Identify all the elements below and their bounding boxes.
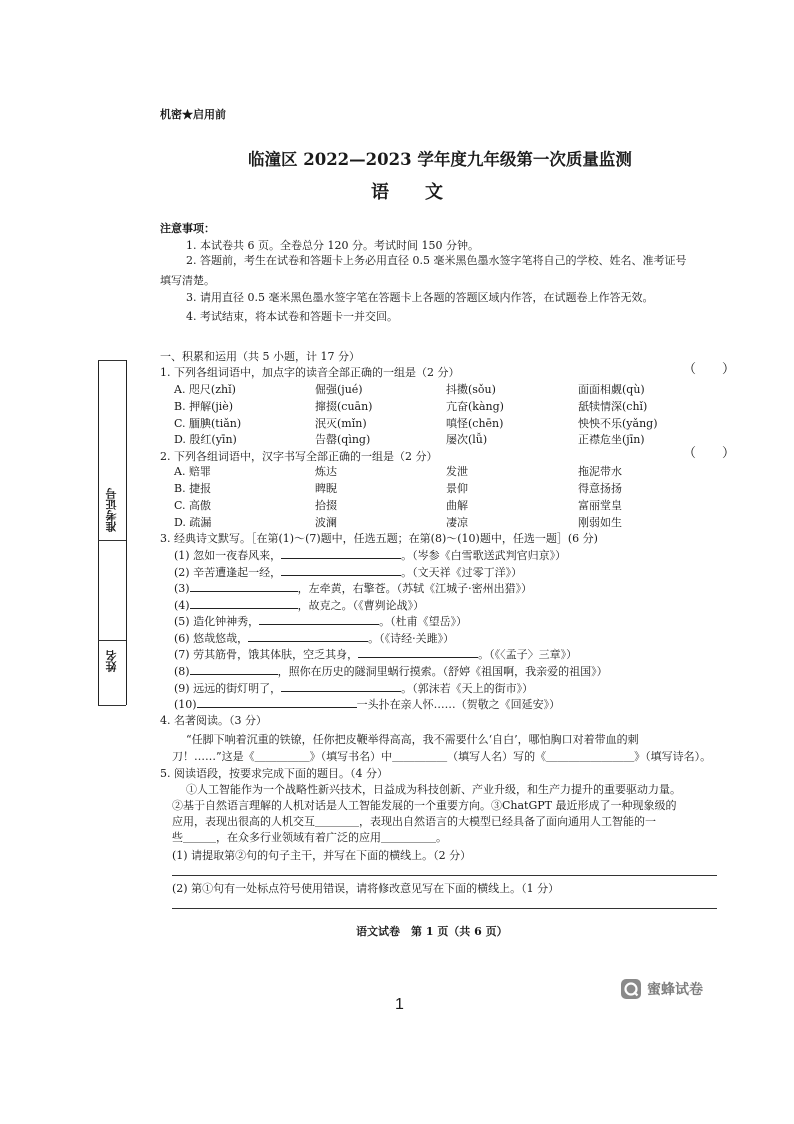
- recitation-line: [174, 697, 560, 711]
- line-prefix: (7) 劳其筋骨，饿其体肤，空乏其身，: [174, 648, 359, 661]
- recitation-line: [174, 647, 577, 661]
- line-suffix: ，左牵黄，右擎苍。（苏轼《江城子·密州出猎》）: [297, 582, 533, 595]
- recitation-line: [174, 631, 454, 645]
- line-suffix: ，故克之。（《曹刿论战》）: [297, 599, 425, 612]
- option-cell: 拾掇: [315, 499, 337, 512]
- option-cell: 撺掇(cuān): [315, 400, 373, 413]
- passage-line: 应用，表现出很高的人机交互＿＿＿＿，表现出自然语言的大模型已经具备了面向通用人工智能的一: [172, 815, 656, 828]
- answer-line[interactable]: [172, 908, 717, 909]
- name-label: 姓名: [105, 650, 118, 672]
- binding-line-left: [98, 360, 99, 705]
- sub-question: (2) 第①句有一处标点符号使用错误，请将修改意见写在下面的横线上。（1 分）: [172, 882, 560, 895]
- option-cell: 怏怏不乐(yǎng): [578, 417, 658, 430]
- notice-item: 2. 答题前，考生在试卷和答题卡上务必用直径 0.5 毫米黑色墨水签字笔将自己的学校、姓名、准考证号: [186, 254, 687, 267]
- answer-blank[interactable]: [248, 631, 368, 642]
- option-cell: D. 殷红(yīn): [174, 433, 237, 446]
- passage-line: 些＿＿＿，在众多行业领域有着广泛的应用＿＿＿＿＿。: [172, 831, 447, 844]
- line-suffix: 。（《诗经·关雎》）: [368, 632, 455, 645]
- binding-divider: [98, 640, 126, 641]
- recitation-line: [174, 548, 566, 562]
- option-cell: C. 高傲: [174, 499, 212, 512]
- recitation-line: [174, 598, 424, 612]
- notice-item: 3. 请用直径 0.5 毫米黑色墨水签字笔在答题卡上各题的答题区域内作答，在试题卷上作答无效。: [186, 291, 654, 304]
- answer-blank[interactable]: [259, 614, 379, 625]
- binding-line-top: [98, 360, 126, 361]
- sub-question: (1) 请提取第②句的句子主干，并写在下面的横线上。（2 分）: [172, 849, 472, 862]
- option-cell: 舐犊情深(chǐ): [578, 400, 648, 413]
- line-prefix: (10): [174, 698, 197, 711]
- option-cell: 拖泥带水: [578, 465, 622, 478]
- line-suffix: 。（《〈孟子〉三章》）: [478, 648, 578, 661]
- answer-blank[interactable]: [281, 681, 401, 692]
- notice-item: 1. 本试卷共 6 页。全卷总分 120 分。考试时间 150 分钟。: [186, 239, 479, 252]
- answer-blank[interactable]: [190, 598, 298, 609]
- option-cell: D. 疏漏: [174, 516, 212, 529]
- binding-line-bottom: [98, 705, 126, 706]
- line-suffix: 。（杜甫《望岳》）: [379, 615, 468, 628]
- answer-blank[interactable]: [358, 647, 478, 658]
- binding-line-right: [126, 360, 127, 705]
- line-prefix: (5) 造化钟神秀，: [174, 615, 260, 628]
- option-cell: 倔强(jué): [315, 383, 363, 396]
- question-5-stem: 5. 阅读语段，按要求完成下面的题目。（4 分）: [160, 767, 388, 780]
- option-cell: A. 咫尺(zhǐ): [174, 383, 236, 396]
- option-cell: B. 押解(jiè): [174, 400, 234, 413]
- quote-text: “任脚下响着沉重的铁镣，任你把皮鞭举得高高，我不需要什么‘自白’，哪怕胸口对着带血的刺: [186, 733, 639, 746]
- line-prefix: (2) 辛苦遭逢起一经，: [174, 566, 282, 579]
- watermark: [620, 978, 703, 1000]
- option-cell: B. 捷报: [174, 482, 212, 495]
- exam-title: 临潼区 2022—2023 学年度九年级第一次质量监测: [248, 150, 632, 169]
- subject-title: 语 文: [371, 182, 443, 203]
- line-suffix: 。（郭沫若《天上的街市》）: [401, 682, 534, 695]
- option-cell: 得意扬扬: [578, 482, 622, 495]
- question-3-stem: 3. 经典诗文默写。［在第(1)～(7)题中，任选五题；在第(8)～(10)题中，任选一题］(6 分): [160, 532, 598, 545]
- option-cell: 抖擞(sǒu): [446, 383, 496, 396]
- option-cell: 屡次(lǚ): [446, 433, 488, 446]
- recitation-line: [174, 581, 532, 595]
- option-cell: 凄凉: [446, 516, 468, 529]
- bee-logo-icon: [620, 978, 642, 1000]
- line-suffix: 一头扑在亲人怀……（贺敬之《回延安》）: [356, 698, 561, 711]
- line-prefix: (8): [174, 665, 190, 678]
- notice-heading: 注意事项：: [160, 222, 215, 235]
- option-cell: 正襟危坐(jīn): [578, 433, 645, 446]
- line-prefix: (3): [174, 582, 190, 595]
- answer-blank[interactable]: [197, 697, 357, 708]
- recitation-line: [174, 614, 467, 628]
- option-cell: 波澜: [315, 516, 337, 529]
- option-cell: 富丽堂皇: [578, 499, 622, 512]
- option-cell: 炼达: [315, 465, 337, 478]
- question-2-stem: 2. 下列各组词语中，汉字书写全部正确的一组是（2 分）: [160, 450, 438, 463]
- line-suffix: 。（岑参《白雪歌送武判官归京》）: [401, 549, 567, 562]
- notice-item: 4. 考试结束，将本试卷和答题卡一并交回。: [186, 310, 398, 323]
- section-heading: 一、积累和运用（共 5 小题，计 17 分）: [160, 350, 360, 363]
- option-cell: 告罄(qìng): [315, 433, 371, 446]
- watermark-text: 蜜蜂试卷: [647, 982, 703, 998]
- answer-paren: （ ）: [683, 446, 736, 461]
- answer-line[interactable]: [172, 875, 717, 876]
- line-suffix: 。（文天祥《过零丁洋》）: [401, 566, 523, 579]
- confidential-label: 机密★启用前: [160, 108, 226, 121]
- option-cell: 面面相觑(qù): [578, 383, 645, 396]
- option-cell: 发泄: [446, 465, 468, 478]
- line-prefix: (1) 忽如一夜春风来，: [174, 549, 282, 562]
- quote-text: 刀！……”这是《＿＿＿＿＿》（填写书名）中＿＿＿＿＿（填写人名）写的《＿＿＿＿＿＿＿＿》（填写诗名）。: [172, 750, 712, 763]
- option-cell: 睥睨: [315, 482, 337, 495]
- question-4-stem: 4. 名著阅读。（3 分）: [160, 714, 267, 727]
- binding-divider: [98, 540, 126, 541]
- line-suffix: ，照你在历史的隧洞里蜗行摸索。（舒婷《祖国啊，我亲爱的祖国》）: [277, 665, 608, 678]
- option-cell: C. 腼腆(tiǎn): [174, 417, 242, 430]
- option-cell: A. 赔罪: [174, 465, 211, 478]
- page-footer: 语文试卷 第 1 页（共 6 页）: [356, 925, 508, 938]
- option-cell: 曲解: [446, 499, 468, 512]
- option-cell: 刚弱如生: [578, 516, 622, 529]
- answer-paren: （ ）: [683, 362, 736, 377]
- option-cell: 景仰: [446, 482, 468, 495]
- line-prefix: (9) 远远的街灯明了，: [174, 682, 282, 695]
- passage-line: ①人工智能作为一个战略性新兴技术，日益成为科技创新、产业升级，和生产力提升的重要驱动力量。: [186, 783, 681, 796]
- recitation-line: [174, 681, 533, 695]
- answer-blank[interactable]: [281, 565, 401, 576]
- passage-line: ②基于自然语言理解的人机对话是人工智能发展的一个重要方向。③ChatGPT 最近形成了一种现象级的: [172, 799, 677, 812]
- option-cell: 亢奋(kàng): [446, 400, 504, 413]
- exam-id-label: 准考证号: [105, 488, 118, 532]
- option-cell: 泯灭(mǐn): [315, 417, 367, 430]
- page-number: 1: [395, 996, 404, 1013]
- line-prefix: (4): [174, 599, 190, 612]
- line-prefix: (6) 悠哉悠哉，: [174, 632, 249, 645]
- question-1-stem: 1. 下列各组词语中，加点字的读音全部正确的一组是（2 分）: [160, 366, 460, 379]
- recitation-line: [174, 664, 608, 678]
- option-cell: 嗔怪(chēn): [446, 417, 504, 430]
- recitation-line: [174, 565, 522, 579]
- notice-item: 填写清楚。: [160, 274, 215, 287]
- answer-blank[interactable]: [190, 581, 298, 592]
- answer-blank[interactable]: [190, 664, 278, 675]
- answer-blank[interactable]: [281, 548, 401, 559]
